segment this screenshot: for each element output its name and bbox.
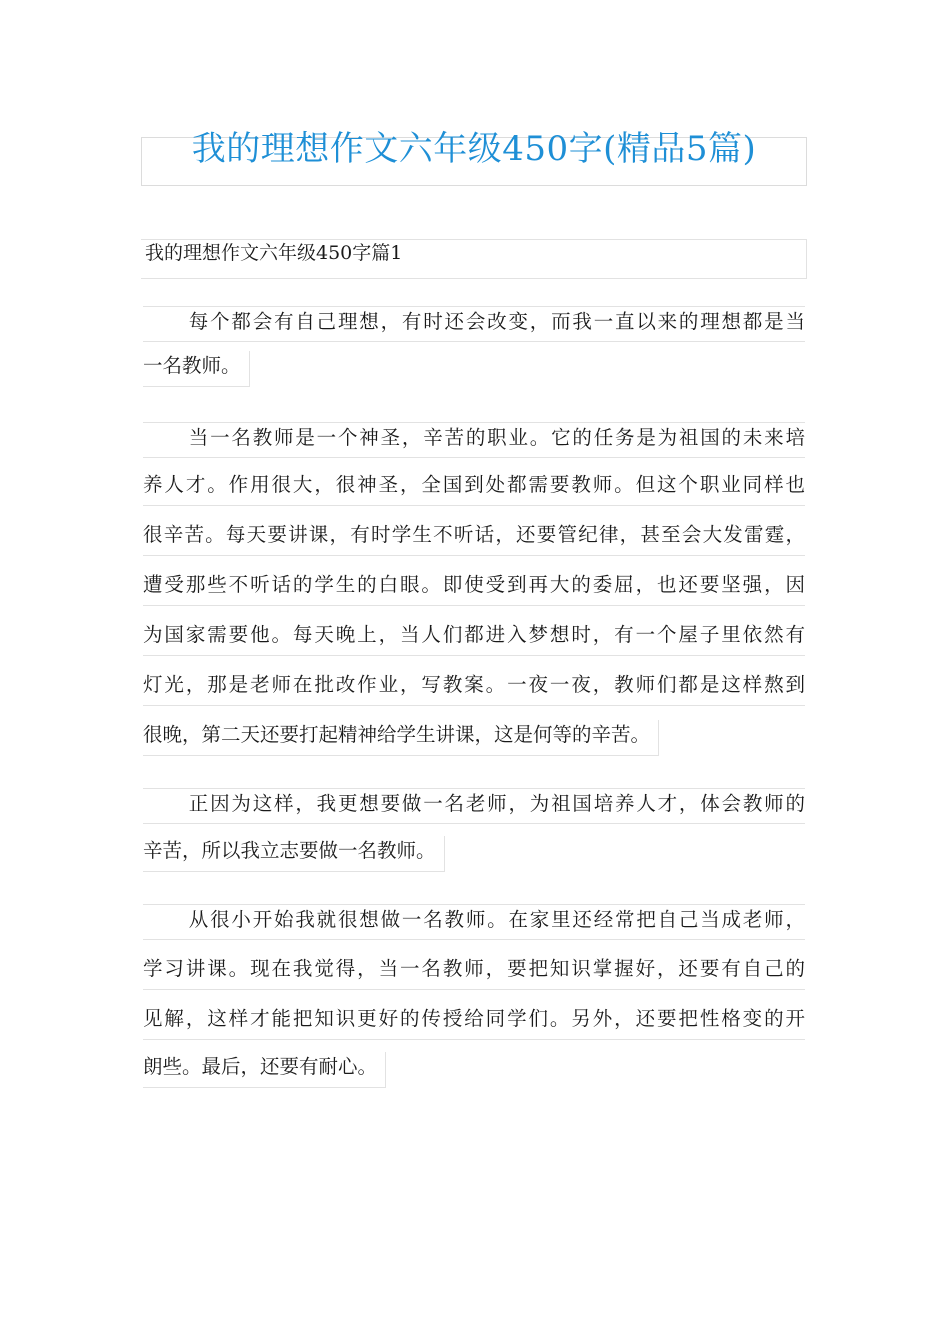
paragraph-2-line-2: 养人才。作用很大，很神圣，全国到处都需要教师。但这个职业同样也 [143, 470, 805, 506]
paragraph-2-line-7: 很晚，第二天还要打起精神给学生讲课，这是何等的辛苦。 [143, 720, 659, 756]
paragraph-2-line-6: 灯光，那是老师在批改作业，写教案。一夜一夜，教师们都是这样熬到 [143, 670, 805, 706]
paragraph-1-line-2: 一名教师。 [143, 351, 250, 387]
document-title: 我的理想作文六年级450字(精品5篇) [191, 129, 757, 169]
paragraph-4-line-1: 从很小开始我就很想做一名教师。在家里还经常把自己当成老师， [143, 904, 805, 940]
paragraph-2-line-3: 很辛苦。每天要讲课，有时学生不听话，还要管纪律，甚至会大发雷霆， [143, 520, 805, 556]
paragraph-4-line-3: 见解，这样才能把知识更好的传授给同学们。另外，还要把性格变的开 [143, 1004, 805, 1040]
paragraph-1-line-1: 每个都会有自己理想，有时还会改变，而我一直以来的理想都是当 [143, 306, 805, 342]
section-heading: 我的理想作文六年级450字篇1 [145, 242, 403, 264]
paragraph-3-line-2: 辛苦，所以我立志要做一名教师。 [143, 836, 445, 872]
paragraph-4-line-4: 朗些。最后，还要有耐心。 [143, 1052, 386, 1088]
paragraph-2-line-1: 当一名教师是一个神圣，辛苦的职业。它的任务是为祖国的未来培 [143, 422, 805, 458]
paragraph-3-line-1: 正因为这样，我更想要做一名老师，为祖国培养人才，体会教师的 [143, 788, 805, 824]
paragraph-2-line-5: 为国家需要他。每天晚上，当人们都进入梦想时，有一个屋子里依然有 [143, 620, 805, 656]
paragraph-2-line-4: 遭受那些不听话的学生的白眼。即使受到再大的委屈，也还要坚强，因 [143, 570, 805, 606]
paragraph-4-line-2: 学习讲课。现在我觉得，当一名教师，要把知识掌握好，还要有自己的 [143, 954, 805, 990]
